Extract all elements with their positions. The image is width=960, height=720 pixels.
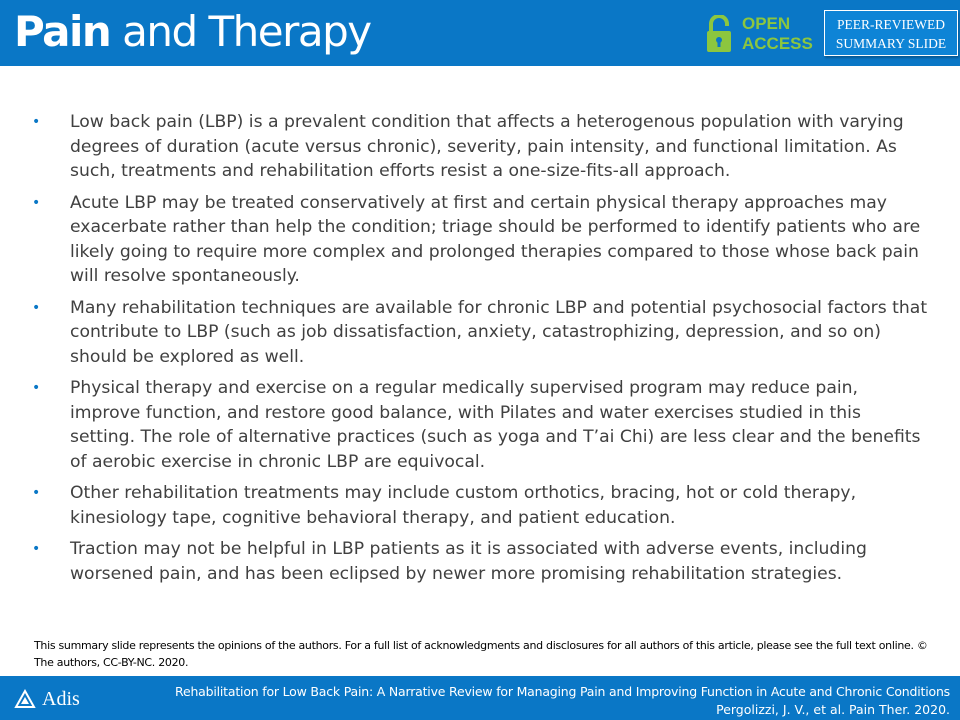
bullet-marker: • <box>32 380 41 396</box>
footer-bar <box>0 676 960 720</box>
bullet-text: Traction may not be helpful in LBP patients as it is associated with adverse events, including worsened pain, and has been eclipsed by newer more promising rehabilitation strategies. <box>70 539 867 584</box>
bullet-marker: • <box>32 194 41 211</box>
peer-reviewed-box <box>824 10 958 56</box>
peer-box-line2: SUMMARY SLIDE <box>835 36 947 51</box>
open-access-badge <box>706 14 813 54</box>
bullet-item <box>30 110 930 184</box>
journal-title-light: and Therapy <box>110 7 371 56</box>
journal-title-bold: Pain <box>14 7 111 56</box>
lock-open-icon <box>706 15 732 53</box>
bullet-item <box>30 481 930 530</box>
article-title: Rehabilitation for Low Back Pain: A Narrative Review for Managing Pain and Improving Function in Acute and Chronic Conditions <box>175 684 950 699</box>
summary-bullet-list <box>30 110 930 593</box>
bullet-marker: • <box>32 541 41 557</box>
bullet-marker: • <box>32 114 41 130</box>
bullet-item <box>30 296 930 370</box>
peer-box-line1: PEER-REVIEWED <box>837 17 945 32</box>
header-bar <box>0 0 960 66</box>
disclaimer-text: This summary slide represents the opinions of the authors. For a full list of acknowledgments and disclosures for all authors of this article, please see the full text online. © The authors, CC-BY-NC. 2020. <box>34 639 928 669</box>
bullet-text: Other rehabilitation treatments may include custom orthotics, bracing, hot or cold therapy, kinesiology tape, cognitive behavioral therapy, and patient education. <box>70 483 857 528</box>
open-access-line1: OPEN <box>742 14 791 33</box>
publisher-name: Adis <box>42 687 80 710</box>
bullet-text: Physical therapy and exercise on a regular medically supervised program may reduce pain, improve function, and restore good balance, with Pilates and water exercises studied in this setting. The role of alternative practices (such as yoga and T’ai Chi) are less clear and the benefits of aerobic exercise in chronic LBP are equivocal. <box>70 378 921 472</box>
bullet-item <box>30 191 930 289</box>
open-access-line2: ACCESS <box>742 34 813 53</box>
adis-triangle-icon <box>14 689 36 709</box>
bullet-text: Low back pain (LBP) is a prevalent condition that affects a heterogenous population with varying degrees of duration (acute versus chronic), severity, pain intensity, and functional limitation. As such, treatments and rehabilitation efforts resist a one-size-fits-all approach. <box>70 112 904 181</box>
journal-title <box>14 4 371 60</box>
adis-logo <box>14 686 80 712</box>
bullet-marker: • <box>32 299 41 316</box>
bullet-marker: • <box>32 485 41 501</box>
bullet-text: Many rehabilitation techniques are available for chronic LBP and potential psychosocial factors that contribute to LBP (such as job dissatisfaction, anxiety, catastrophizing, depression, and so on) should be explored as well. <box>70 297 928 367</box>
bullet-text: Acute LBP may be treated conservatively at first and certain physical therapy approaches may exacerbate rather than help the condition; triage should be performed to identify patients who are likely going to require more complex and prolonged therapies compared to those whose back pain will resolve spontaneously. <box>70 192 921 286</box>
citation: Pergolizzi, J. V., et al. Pain Ther. 2020. <box>716 702 950 717</box>
bullet-item <box>30 376 930 474</box>
bullet-item <box>30 537 930 586</box>
